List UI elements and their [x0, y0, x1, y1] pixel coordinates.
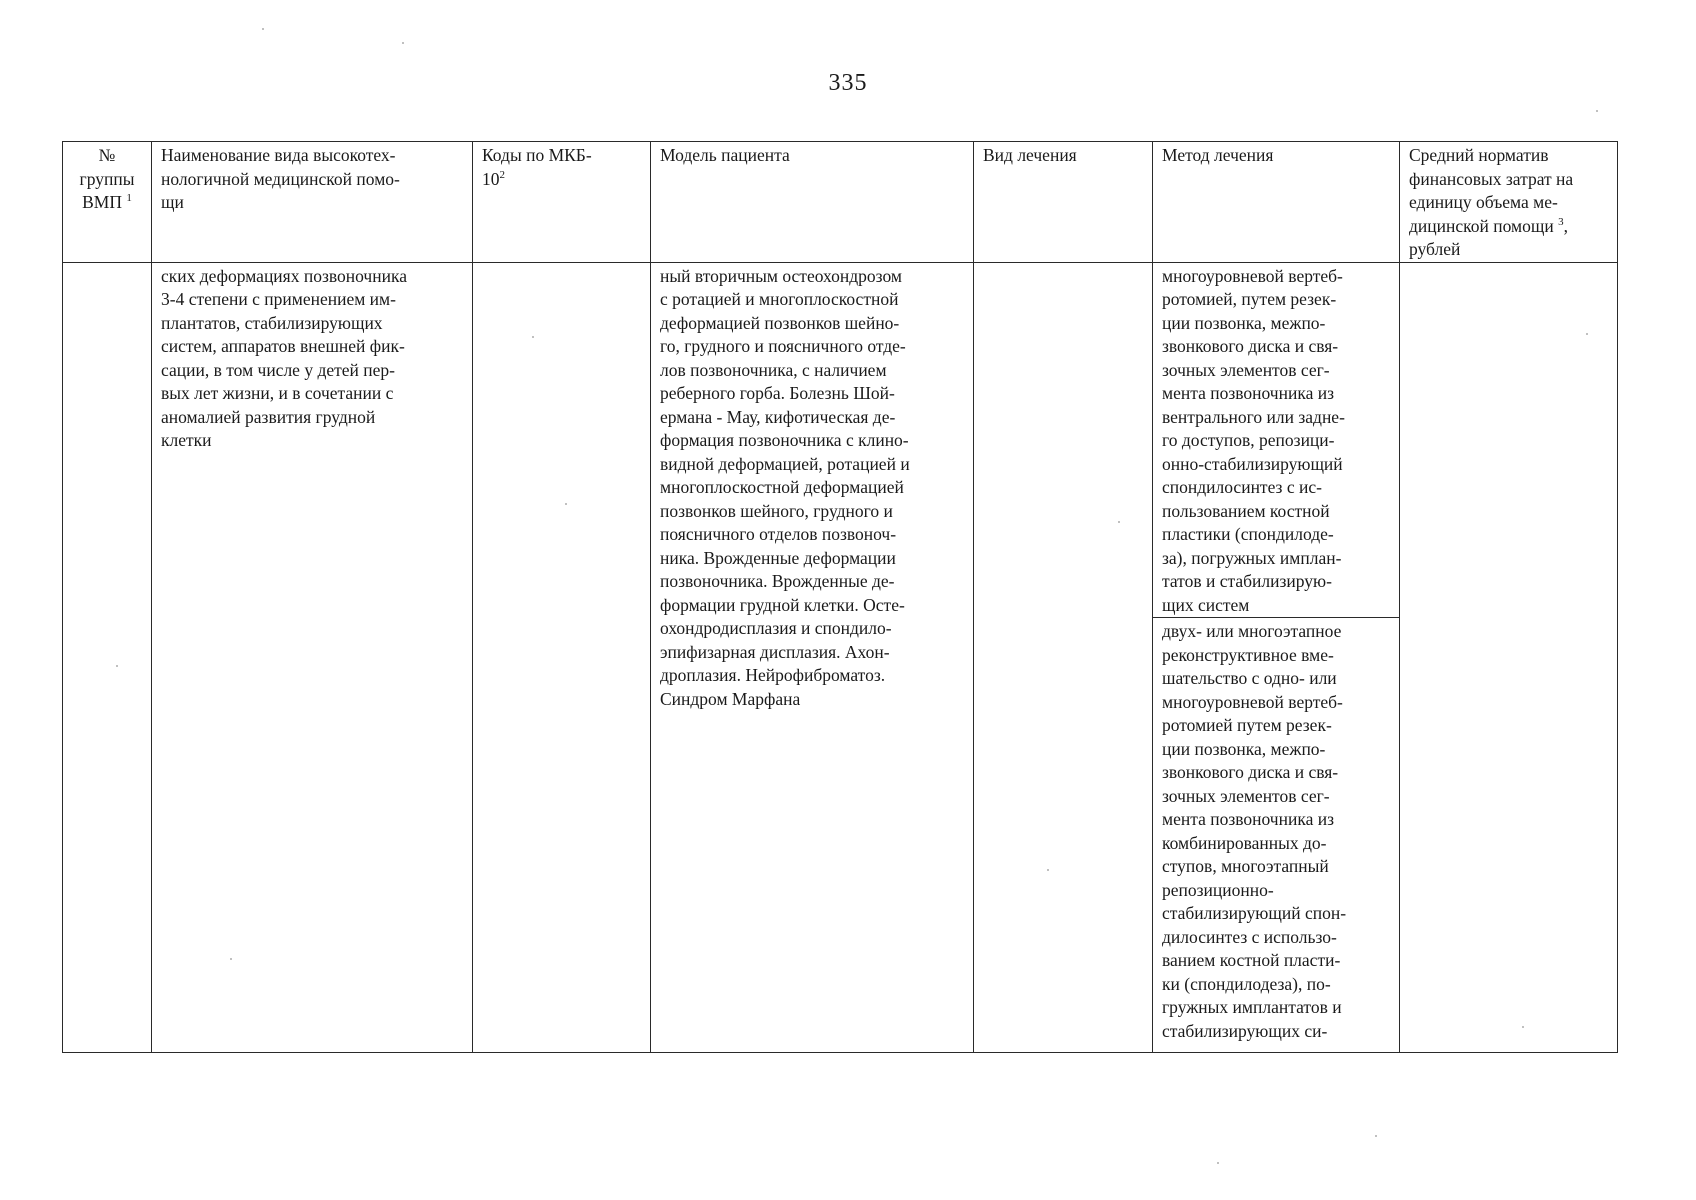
scan-speck	[565, 503, 567, 505]
header-row	[63, 142, 1618, 263]
header-cost-unit: , рублей	[1409, 215, 1568, 259]
scan-speck	[1522, 1026, 1524, 1028]
cell-cost-standard	[1400, 262, 1618, 1053]
cell-treatment-method-2: двух- или многоэтапное реконструктивное вме- шательство с одно- или многоуровневой вертеб- ротомией путем резек- ции позвонка, межпо- звонкового диска и свя- зочных элементов сег- мента позвоночника из комбинированных до- ступов, многоэтапный репозиционно- стабилизирующий спон- дилосинтез с использо- ванием костной пласти- ки (спондилодеза), по- гружных имплантатов и стабилизирующих си-	[1153, 618, 1400, 1053]
header-icd-codes-label: Коды по МКБ- 10	[482, 145, 592, 189]
header-cost-standard	[1400, 142, 1618, 263]
cell-treatment-method-1: многоуровневой вертеб- ротомией, путем резек- ции позвонка, межпо- звонкового диска и свя- зочных элементов сег- мента позвоночника из вентрального или задне- го доступов, репозици- онно-стабилизирующий спондилосинтез с ис- пользованием костной пластики (спондилоде- за), погружных имплан- татов и стабилизирую- щих систем	[1153, 262, 1400, 618]
scan-speck	[1375, 1135, 1377, 1137]
cell-treatment-type	[974, 262, 1153, 1053]
footnote-2-marker: 2	[499, 168, 505, 181]
header-treatment-type: Вид лечения	[974, 142, 1153, 263]
scan-speck	[1118, 521, 1120, 523]
header-cost-label: Средний норматив финансовых затрат на единицу объема ме- дицинской помощи	[1409, 145, 1574, 236]
footnote-3-marker: 3	[1558, 215, 1564, 228]
table-header	[63, 142, 1618, 263]
vmp-table	[62, 141, 1618, 1053]
footnote-1-marker: 1	[126, 192, 132, 205]
scan-speck	[262, 28, 264, 30]
header-icd-codes	[473, 142, 651, 263]
scan-speck	[1596, 110, 1598, 112]
scan-speck	[230, 958, 232, 960]
cell-patient-model: ный вторичным остеохондрозом с ротацией и многоплоскостной деформацией позвонков шейно- го, грудного и поясничного отде- лов позвоночника, с наличием реберного горба. Болезнь Шой- ермана - Мау, кифотическая де- формация позвоночника с клино- видной деформацией, ротацией и многоплоскостной деформацией позвонков шейного, грудного и поясничного отделов позвоноч- ника. Врожденные деформации позвоночника. Врожденные де- формации грудной клетки. Осте- охондродисплазия и спондило- эпифизарная дисплазия. Ахон- дроплазия. Нейрофиброматоз. Синдром Марфана	[651, 262, 974, 1053]
header-service-name: Наименование вида высокотех- нологичной медицинской помо- щи	[152, 142, 473, 263]
header-group-number-label: № группы ВМП	[79, 145, 135, 212]
table-row	[63, 262, 1618, 618]
cell-group-number	[63, 262, 152, 1053]
scan-speck	[1047, 869, 1049, 871]
header-patient-model: Модель пациента	[651, 142, 974, 263]
scan-speck	[1217, 1162, 1219, 1164]
scan-speck	[1586, 333, 1588, 335]
scan-speck	[532, 336, 534, 338]
page-number: 335	[828, 70, 868, 96]
header-group-number	[63, 142, 152, 263]
scan-speck	[116, 665, 118, 667]
cell-icd-codes	[473, 262, 651, 1053]
cell-service-name: ских деформациях позвоночника 3-4 степени с применением им- плантатов, стабилизирующих систем, аппаратов внешней фик- сации, в том числе у детей пер- вых лет жизни, и в сочетании с аномалией развития грудной клетки	[152, 262, 473, 1053]
table-body	[63, 262, 1618, 1053]
header-treatment-method: Метод лечения	[1153, 142, 1400, 263]
scan-speck	[402, 42, 404, 44]
